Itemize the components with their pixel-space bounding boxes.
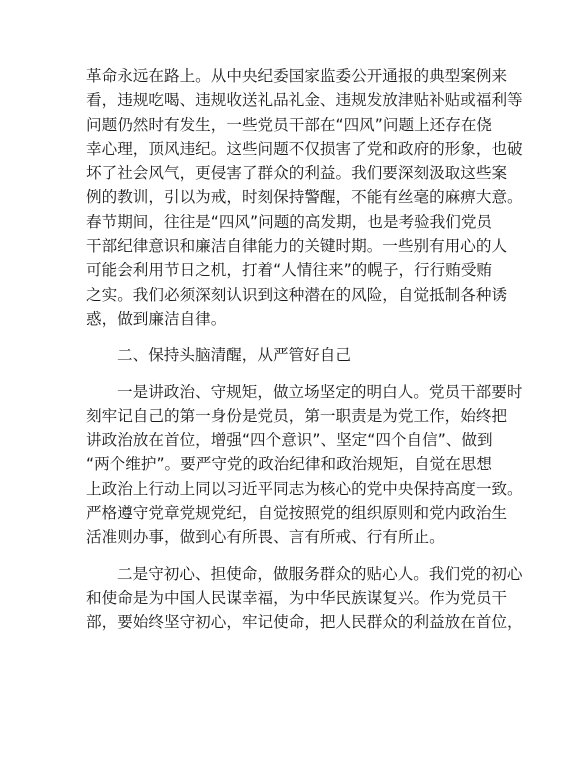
- paragraph-line: 讲政治放在首位，增强“四个意识”、坚定“四个自信”、做到: [86, 431, 493, 450]
- paragraph-line: 二是守初心、担使命，做服务群众的贴心人。我们党的初心: [117, 564, 523, 583]
- paragraph-line: 一是讲政治、守规矩，做立场坚定的明白人。党员干部要时: [117, 382, 523, 401]
- spacer: [86, 550, 518, 562]
- paragraph-line: 刻牢记自己的第一身份是党员，第一职责是为党工作，始终把: [86, 406, 508, 425]
- paragraph-line: 惑，做到廉洁自律。: [86, 309, 227, 328]
- paragraph-1: [86, 64, 523, 331]
- paragraph-line: 和使命是为中国人民谋幸福，为中华民族谋复兴。作为党员干: [86, 588, 508, 607]
- paragraph-line: 部，要始终坚守初心，牢记使命，把人民群众的利益放在首位，: [86, 613, 523, 632]
- paragraph-line: 例的教训，引以为戒，时刻保持警醒，不能有丝毫的麻痹大意。: [86, 188, 523, 207]
- paragraph-line: 活准则办事，做到心有所畏、言有所戒、行有所止。: [86, 528, 445, 547]
- paragraph-line: 看，违规吃喝、违规收送礼品礼金、违规发放津贴补贴或福利等: [86, 91, 523, 110]
- document-body: [86, 64, 523, 635]
- paragraph-2: [86, 380, 523, 550]
- paragraph-line: 坏了社会风气，更侵害了群众的利益。我们要深刻汲取这些案: [86, 164, 508, 183]
- paragraph-line: “两个维护”。要严守党的政治纪律和政治规矩，自觉在思想: [86, 455, 493, 474]
- spacer: [86, 368, 518, 380]
- paragraph-line: 问题仍然时有发生，一些党员干部在“四风”问题上还存在侥: [86, 115, 493, 134]
- paragraph-line: 幸心理，顶风违纪。这些问题不仅损害了党和政府的形象，也破: [86, 139, 523, 158]
- paragraph-line: 革命永远在路上。从中央纪委国家监委公开通报的典型案例来: [86, 67, 508, 85]
- paragraph-line: 上政治上行动上同以习近平同志为核心的党中央保持高度一致。: [86, 479, 523, 498]
- paragraph-line: 春节期间，往往是“四风”问题的高发期，也是考验我们党员: [86, 212, 493, 231]
- paragraph-line: 严格遵守党章党规党纪，自觉按照党的组织原则和党内政治生: [86, 504, 508, 523]
- spacer: [86, 331, 518, 343]
- paragraph-3: [86, 562, 523, 635]
- paragraph-line: 干部纪律意识和廉洁自律能力的关键时期。一些别有用心的人: [86, 237, 508, 256]
- paragraph-line: 之实。我们必须深刻认识到这种潜在的风险，自觉抵制各种诱: [86, 285, 508, 304]
- paragraph-line: 可能会利用节日之机，打着“人情往来”的幌子，行行贿受贿: [86, 261, 493, 280]
- section-heading: 二、保持头脑清醒，从严管好自己: [117, 346, 351, 365]
